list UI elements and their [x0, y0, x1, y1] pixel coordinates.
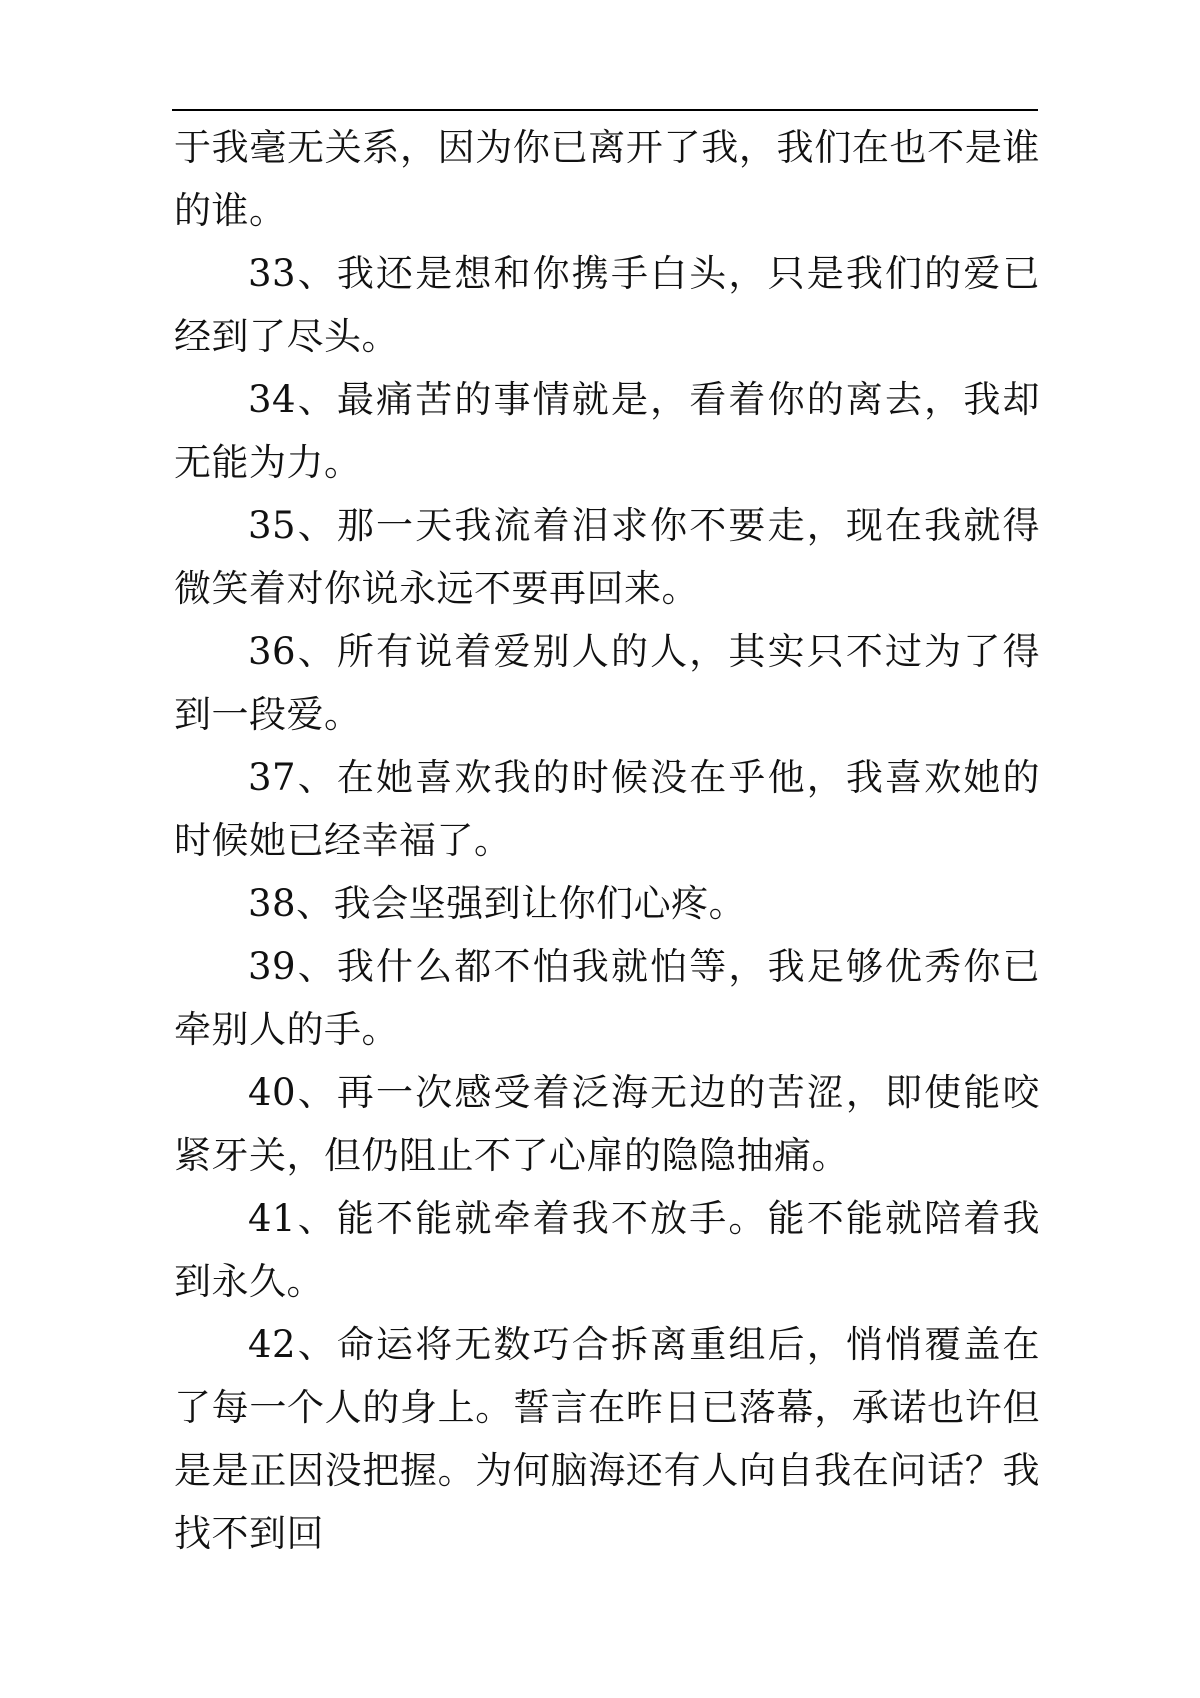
- paragraph-42: 42、命运将无数巧合拆离重组后，悄悄覆盖在了每一个人的身上。誓言在昨日已落幕，承诺也许但是是正因没把握。为何脑海还有人向自我在问话？我找不到回: [174, 1323, 1040, 1555]
- document-body: [174, 116, 1040, 1565]
- paragraph-35: 35、那一天我流着泪求你不要走，现在我就得微笑着对你说永远不要再回来。: [174, 504, 1040, 610]
- paragraph-34: 34、最痛苦的事情就是，看着你的离去，我却无能为力。: [174, 378, 1040, 484]
- paragraph-38: 38、我会坚强到让你们心疼。: [248, 882, 747, 925]
- paragraph-33: 33、我还是想和你携手白头，只是我们的爱已经到了尽头。: [174, 252, 1040, 358]
- paragraph-39: 39、我什么都不怕我就怕等，我足够优秀你已牵别人的手。: [174, 945, 1040, 1051]
- paragraph-continuation: 于我毫无关系，因为你已离开了我，我们在也不是谁的谁。: [174, 126, 1040, 232]
- paragraph-41: 41、能不能就牵着我不放手。能不能就陪着我到永久。: [174, 1197, 1040, 1303]
- paragraph-37: 37、在她喜欢我的时候没在乎他，我喜欢她的时候她已经幸福了。: [174, 756, 1040, 862]
- header-rule: [172, 109, 1038, 111]
- paragraph-40: 40、再一次感受着泛海无边的苦涩，即使能咬紧牙关，但仍阻止不了心扉的隐隐抽痛。: [174, 1071, 1040, 1177]
- paragraph-36: 36、所有说着爱别人的人，其实只不过为了得到一段爱。: [174, 630, 1040, 736]
